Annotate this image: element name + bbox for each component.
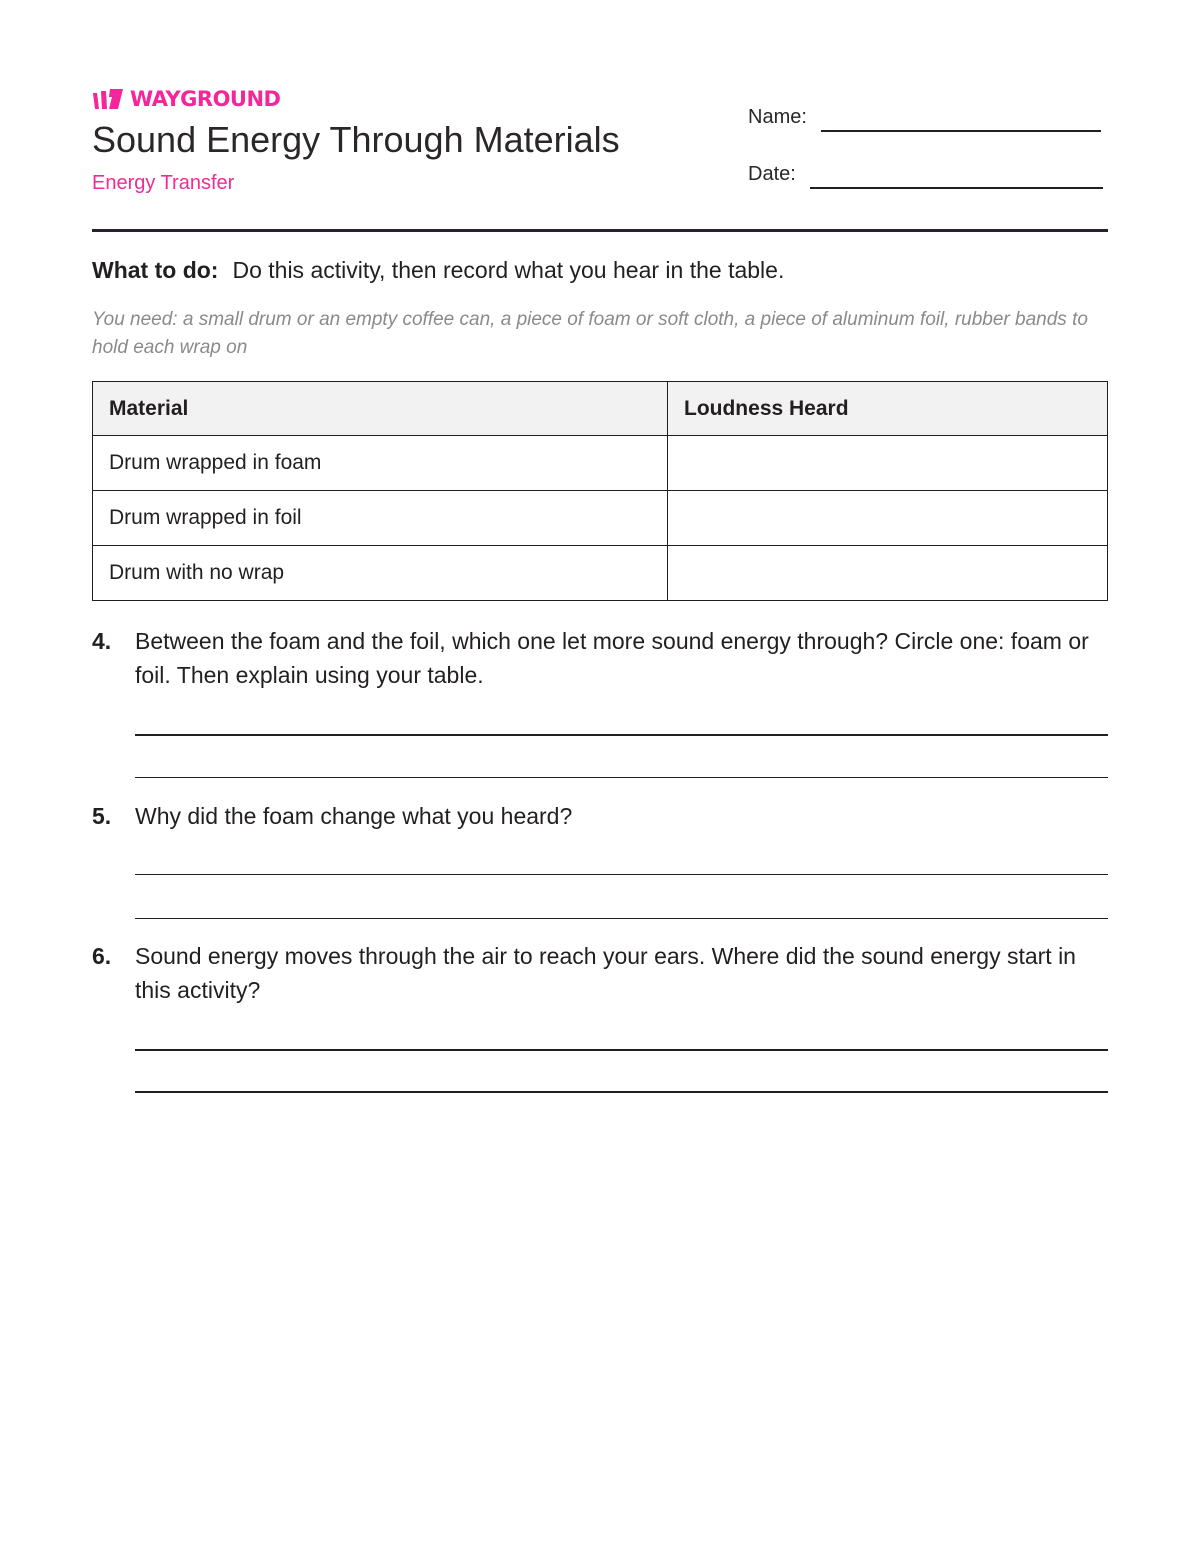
loudness-cell[interactable] — [668, 491, 1108, 546]
name-field[interactable] — [748, 104, 1101, 130]
date-label: Date: — [748, 163, 796, 185]
question-4 — [92, 624, 1108, 784]
date-field[interactable] — [748, 161, 1103, 187]
table-header-row — [93, 382, 1108, 436]
column-header-material: Material — [93, 382, 668, 436]
page-title: Sound Energy Through Materials — [92, 119, 620, 160]
instructions-label: What to do: — [92, 257, 219, 283]
worksheet-page — [92, 0, 1108, 1552]
material-cell: Drum wrapped in foil — [93, 491, 668, 546]
observation-table — [92, 381, 1108, 601]
answer-line[interactable] — [135, 1049, 1108, 1051]
question-5 — [92, 799, 1108, 924]
answer-line[interactable] — [135, 918, 1108, 919]
answer-line[interactable] — [135, 1091, 1108, 1093]
table-row — [93, 436, 1108, 491]
table-row — [93, 491, 1108, 546]
column-header-loudness: Loudness Heard — [668, 382, 1108, 436]
date-input-line[interactable] — [810, 187, 1103, 189]
question-number: 6. — [92, 943, 112, 969]
answer-line[interactable] — [135, 874, 1108, 875]
loudness-cell[interactable] — [668, 546, 1108, 601]
question-number: 4. — [92, 628, 112, 654]
instructions-text: Do this activity, then record what you hear in the table. — [232, 257, 785, 283]
loudness-cell[interactable] — [668, 436, 1108, 491]
name-input-line[interactable] — [821, 130, 1101, 132]
answer-line[interactable] — [135, 734, 1108, 736]
brand-name: WAYGROUND — [130, 87, 281, 111]
table-row — [93, 546, 1108, 601]
question-text: Why did the foam change what you heard? — [135, 803, 573, 829]
page-subtitle: Energy Transfer — [92, 172, 235, 194]
material-cell: Drum wrapped in foam — [93, 436, 668, 491]
question-text: Sound energy moves through the air to reach your ears. Where did the sound energy start in this activity? — [135, 943, 1076, 1003]
instructions — [92, 255, 784, 285]
header-divider — [92, 229, 1108, 232]
wayground-logo-icon — [92, 87, 124, 111]
question-text: Between the foam and the foil, which one let more sound energy through? Circle one: foam or foil. Then explain using your table. — [135, 628, 1089, 688]
materials-note: You need: a small drum or an empty coffee can, a piece of foam or soft cloth, a piece of aluminum foil, rubber bands to hold each wrap on — [92, 309, 1088, 358]
brand-logo — [92, 86, 281, 112]
question-6 — [92, 939, 1108, 1099]
material-cell: Drum with no wrap — [93, 546, 668, 601]
name-label: Name: — [748, 106, 807, 128]
question-number: 5. — [92, 803, 112, 829]
answer-line[interactable] — [135, 777, 1108, 778]
